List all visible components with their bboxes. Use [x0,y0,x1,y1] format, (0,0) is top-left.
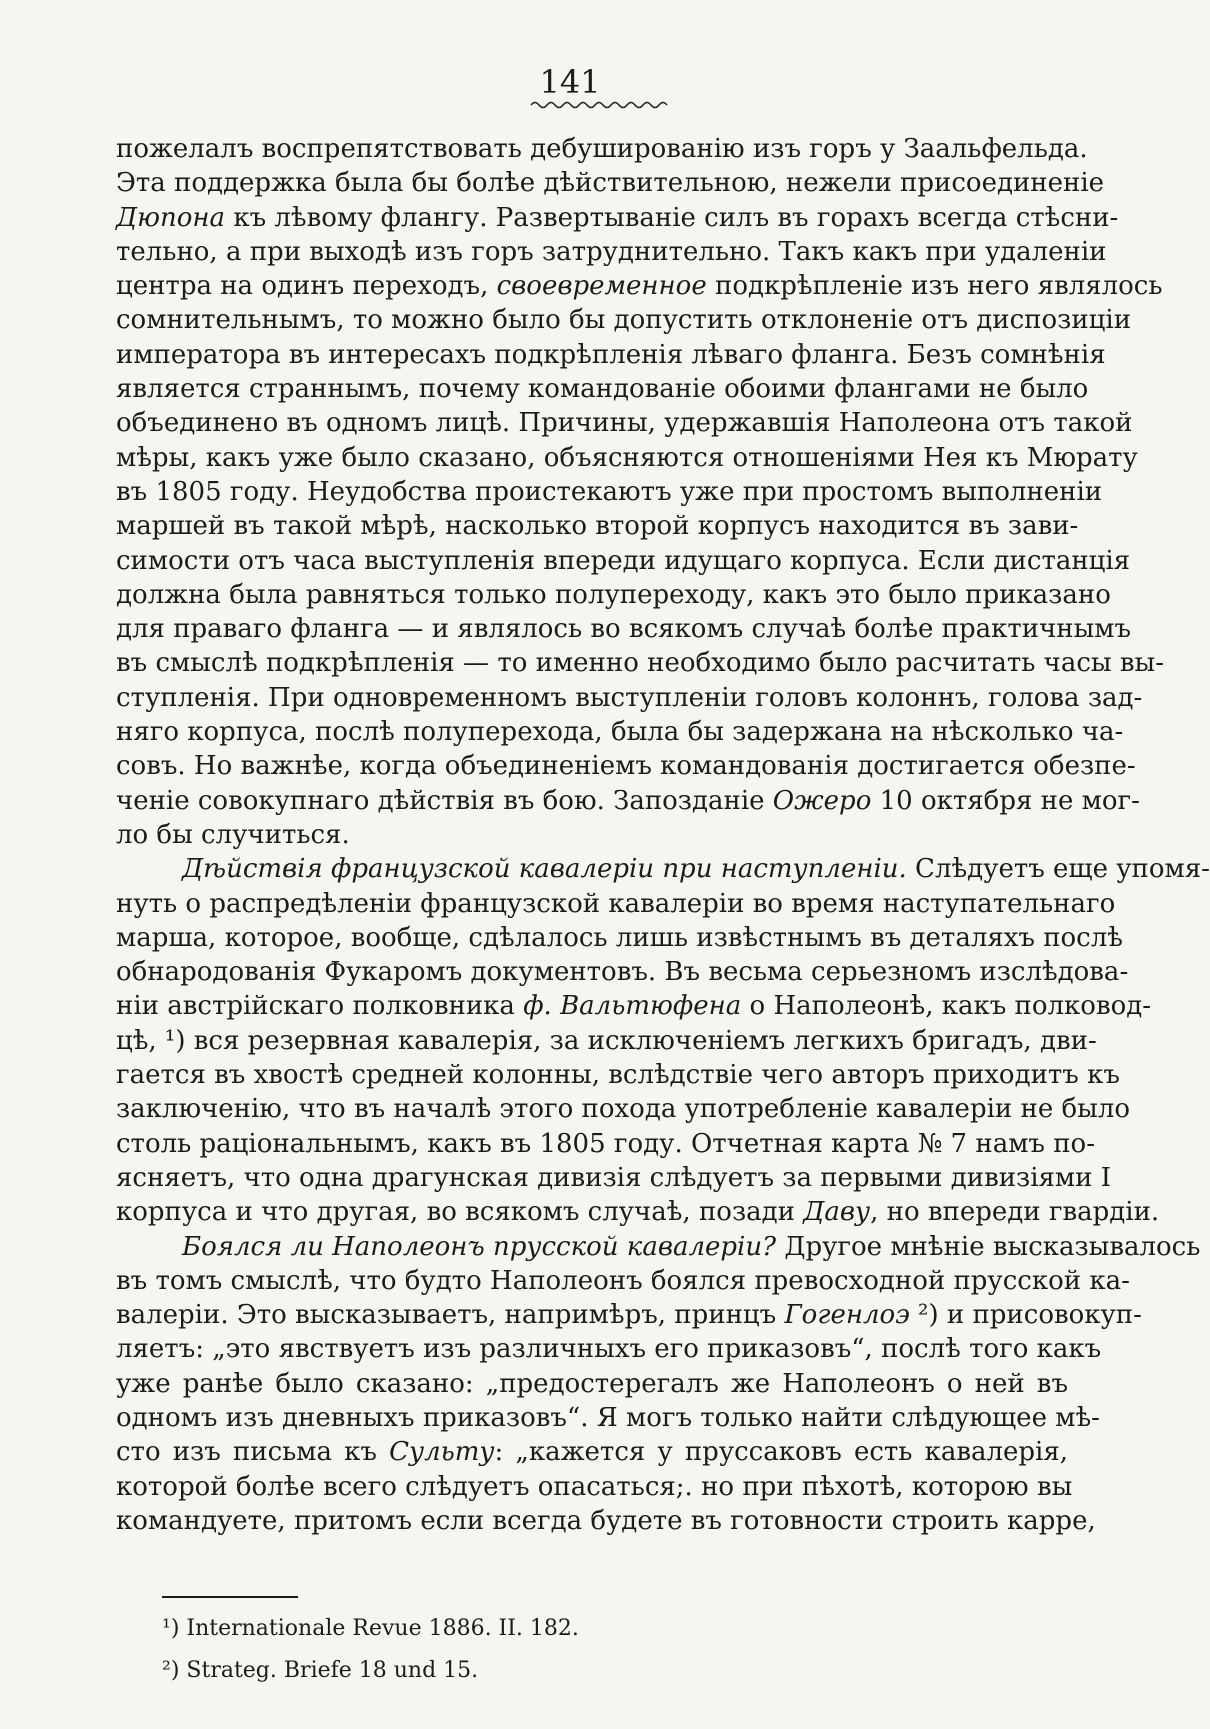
text-segment: центра на одинъ переходъ, [116,271,497,302]
text-segment: для праваго фланга — и являлось во всякомъ случаѣ болѣе практичнымъ [116,614,1132,645]
text-line [116,749,1136,783]
text-segment: обнародованія Фукаромъ документовъ. Въ весьма серьезномъ изслѣдова- [116,957,1129,988]
text-line [116,1504,1096,1538]
text-line [116,1435,1068,1469]
text-line [116,955,1129,989]
text-line [116,509,1079,543]
text-segment: о Наполеонѣ, какъ полковод- [741,991,1152,1022]
italic-text: Гогенлоэ [784,1300,910,1331]
text-line [116,1058,1120,1092]
text-line [116,1470,1073,1504]
text-segment: въ томъ смыслѣ, что будто Наполеонъ боялся превосходной прусской ка- [116,1265,1130,1296]
text-line [116,1092,1130,1126]
text-line [116,1024,1097,1058]
text-line [116,166,1105,200]
footnote-1 [162,1614,579,1644]
text-line [116,544,1131,578]
text-segment: одномъ изъ дневныхъ приказовъ“. Я могъ только найти слѣдующее мѣ- [116,1402,1100,1433]
text-line [116,1401,1100,1435]
wavy-ornament [531,100,663,110]
text-line [116,338,1106,372]
italic-text: Боялся ли Наполеонъ прусской кавалеріи? [182,1231,777,1262]
text-line [116,1332,1102,1366]
text-segment: ніи австрійскаго полковника [116,991,524,1022]
italic-text: Дюпона [116,202,226,233]
text-line [116,132,1088,166]
text-segment: марша, которое, вообще, сдѣлалось лишь извѣстнымъ въ деталяхъ послѣ [116,922,1123,953]
text-segment: 10 октября не мог- [871,785,1140,816]
text-segment: столь раціональнымъ, какъ въ 1805 году. Отчетная карта № 7 намъ по- [116,1128,1095,1159]
text-segment: няго корпуса, послѣ полуперехода, была бы задержана на нѣсколько ча- [116,717,1124,748]
text-segment: гается въ хвостѣ средней колонны, вслѣдствіе чего авторъ приходитъ къ [116,1060,1120,1091]
text-line [116,1127,1095,1161]
page-number: 141 [539,63,601,101]
text-line [116,201,1119,235]
text-segment: сто изъ письма къ [116,1437,390,1468]
text-line [116,578,1111,612]
text-segment: которой болѣе всего слѣдуетъ опасаться;. но при пѣхотѣ, которою вы [116,1471,1073,1502]
text-line [116,1264,1130,1298]
text-line [116,303,1132,337]
text-line [116,818,1068,852]
footnote-text: Strateg. Briefe 18 und 15. [186,1658,479,1683]
text-segment: Слѣдуетъ еще упомя- [906,854,1210,885]
text-line [116,475,1103,509]
text-segment: цѣ, ¹) вся резервная кавалерія, за исключеніемъ легкихъ бригадъ, дви- [116,1025,1097,1056]
text-line [116,1230,1201,1264]
footnote-mark: ²) [162,1658,180,1683]
text-segment: маршей въ такой мѣрѣ, насколько второй корпусъ находится въ зави- [116,511,1079,542]
text-segment: тельно, а при выходѣ изъ горъ затруднительно. Такъ какъ при удаленіи [116,236,1107,267]
text-segment: въ 1805 году. Неудобства проистекаютъ уже при простомъ выполненіи [116,476,1103,507]
footnote-rule [162,1596,298,1598]
text-segment: корпуса и что другая, во всякомъ случаѣ, позади [116,1197,804,1228]
text-segment: валеріи. Это высказываетъ, напримѣръ, принцъ [116,1300,785,1331]
text-line [116,921,1123,955]
text-line [116,1298,1142,1332]
text-segment: ло бы случиться. [116,819,350,850]
text-line [116,1161,1112,1195]
text-line [116,989,1152,1023]
text-line [116,406,1133,440]
text-segment: , но впереди гвардіи. [870,1197,1160,1228]
text-segment: объединено въ одномъ лицѣ. Причины, удержавшія Наполеона отъ такой [116,408,1133,439]
italic-text: ф. Вальтюфена [523,991,742,1022]
text-line [116,715,1124,749]
text-segment: пожелалъ воспрепятствовать дебушированію изъ горъ у Заальфельда. [116,134,1088,164]
text-segment: въ смыслѣ подкрѣпленія — то именно необходимо было расчитать часы вы- [116,648,1164,679]
text-segment: мѣры, какъ уже было сказано, объясняются отношеніями Нея къ Мюрату [116,442,1138,473]
text-line [116,441,1138,475]
text-segment: Другое мнѣніе высказывалось [776,1231,1201,1262]
text-segment: нуть о распредѣленіи французской кавалеріи во время наступательнаго [116,888,1116,919]
text-line [116,681,1143,715]
italic-text: Даву [803,1197,871,1228]
text-segment: ляетъ: „это явствуетъ изъ различныхъ его приказовъ“, послѣ того какъ [116,1334,1102,1365]
footnote-mark: ¹) [162,1616,180,1641]
italic-text: своевременное [496,271,707,302]
text-line [116,852,1210,886]
text-segment: заключенію, что въ началѣ этого похода употребленіе кавалеріи не было [116,1094,1130,1125]
text-segment: уже ранѣе было сказано: „предостерегалъ же Наполеонъ о ней въ [116,1368,1068,1399]
text-line [116,612,1132,646]
text-line [116,269,1163,303]
text-segment: ²) и присовокуп- [909,1300,1142,1331]
text-line [116,784,1140,818]
text-segment: подкрѣпленіе изъ него являлось [706,271,1163,302]
text-segment: императора въ интересахъ подкрѣпленія лѣваго фланга. Безъ сомнѣнія [116,339,1106,370]
text-line [116,1367,1068,1401]
text-segment: сомнительнымъ, то можно было бы допустить отклоненіе отъ диспозиціи [116,305,1132,336]
text-segment: совъ. Но важнѣе, когда объединеніемъ командованія достигается обезпе- [116,751,1136,782]
text-line [116,235,1107,269]
text-segment: къ лѣвому флангу. Развертываніе силъ въ горахъ всегда стѣсни- [225,202,1119,233]
text-segment: командуете, притомъ если всегда будете въ готовности строить карре, [116,1505,1096,1536]
text-segment: ченіе совокупнаго дѣйствія въ бою. Запозданіе [116,785,773,816]
text-segment: Эта поддержка была бы болѣе дѣйствительною, нежели присоединеніе [116,168,1105,199]
body-text [116,132,1210,1538]
text-segment: ступленія. При одновременномъ выступленіи головъ колоннъ, голова зад- [116,682,1143,713]
footnote-2 [162,1656,478,1686]
italic-text: Дѣйствія французской кавалеріи при наступленіи. [182,854,907,885]
text-segment: является страннымъ, почему командованіе обоими флангами не было [116,374,1089,405]
text-line [116,887,1116,921]
text-line [116,1195,1160,1229]
text-line [116,372,1089,406]
footnote-text: Internationale Revue 1886. II. 182. [186,1616,579,1641]
text-segment: симости отъ часа выступленія впереди идущаго корпуса. Если дистанція [116,545,1131,576]
text-segment: ясняетъ, что одна драгунская дивизія слѣдуетъ за первыми дивизіями I [116,1162,1112,1193]
text-segment: должна была равняться только полупереходу, какъ это было приказано [116,579,1111,610]
italic-text: Сульту [389,1437,495,1468]
italic-text: Ожеро [772,785,872,816]
text-segment: : „кажется у пруссаковъ есть кавалерія, [494,1437,1069,1468]
text-line [116,646,1164,680]
